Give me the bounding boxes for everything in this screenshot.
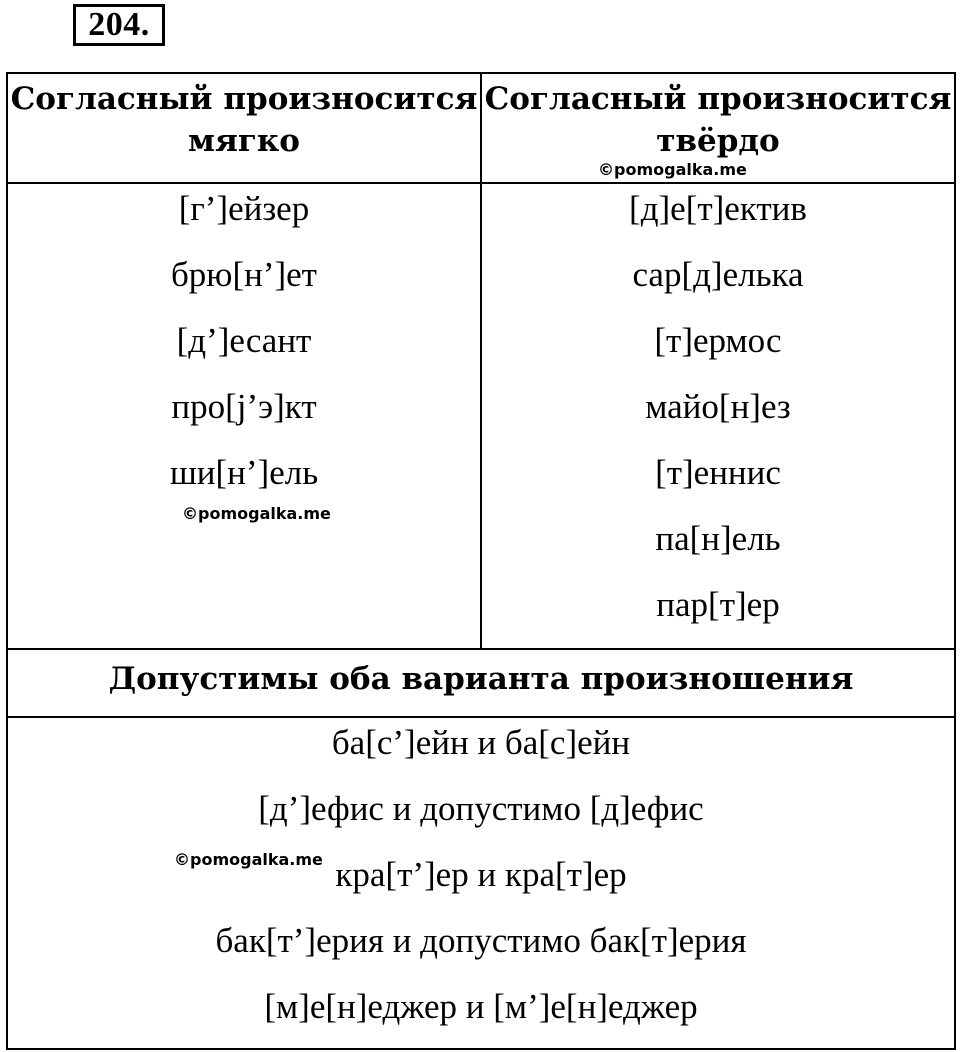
watermark-bottom: ©pomogalka.me xyxy=(174,850,323,869)
both-variants-list xyxy=(8,720,954,1050)
watermark-middle: ©pomogalka.me xyxy=(182,504,331,523)
soft-header-line-2: мягко xyxy=(188,123,300,159)
hard-word: [д]е[т]ектив xyxy=(629,189,807,228)
soft-word: [г’]ейзер xyxy=(178,189,310,228)
soft-word: [д’]есант xyxy=(176,321,312,360)
section-divider xyxy=(8,648,954,650)
soft-column-header xyxy=(8,74,480,184)
hard-header-line-1: Согласный произносится xyxy=(484,81,952,117)
both-variants-header: Допустимы оба варианта произношения xyxy=(108,661,854,697)
both-word: бак[т’]ерия и допустимо бак[т]ерия xyxy=(215,921,747,960)
soft-words-column xyxy=(8,186,480,516)
pronunciation-table xyxy=(6,72,956,1050)
both-header-divider xyxy=(8,716,954,718)
soft-header-line-1: Согласный произносится xyxy=(10,81,478,117)
hard-word: пар[т]ер xyxy=(656,585,780,624)
watermark-top: ©pomogalka.me xyxy=(598,160,747,179)
soft-word: ши[н’]ель xyxy=(169,453,319,492)
both-word: [д’]ефис и допустимо [д]ефис xyxy=(258,789,704,828)
soft-word: про[j’э]кт xyxy=(171,387,317,426)
hard-word: сар[д]елька xyxy=(632,255,804,294)
both-word: кра[т’]ер и кра[т]ер xyxy=(335,855,627,894)
hard-words-column xyxy=(482,186,954,648)
hard-word: [т]ермос xyxy=(654,321,782,360)
both-word: [м]е[н]еджер и [м’]е[н]еджер xyxy=(264,987,698,1026)
hard-word: па[н]ель xyxy=(655,519,781,558)
both-word: ба[с’]ейн и ба[с]ейн xyxy=(331,723,631,762)
hard-word: [т]еннис xyxy=(655,453,781,492)
soft-word: брю[н’]ет xyxy=(171,255,317,294)
hard-word: майо[н]ез xyxy=(645,387,791,426)
hard-header-line-2: твёрдо xyxy=(656,123,780,159)
exercise-number: 204. xyxy=(73,4,165,46)
